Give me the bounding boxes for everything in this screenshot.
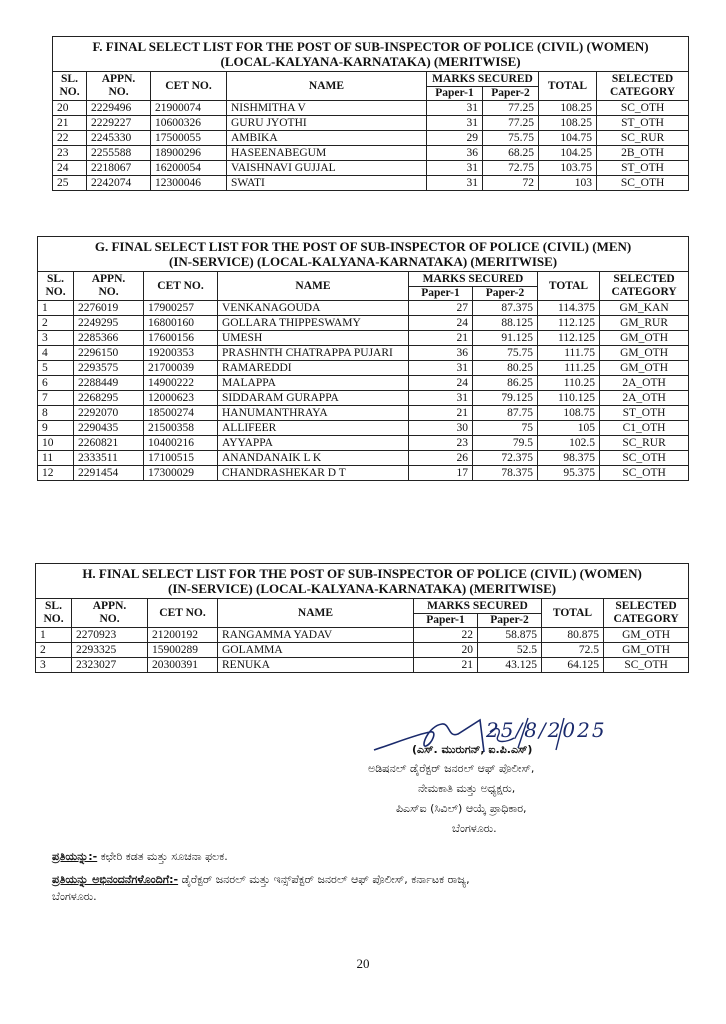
cell-total: 72.5 (542, 643, 604, 658)
cell-paper1: 29 (427, 131, 483, 146)
cell-appn: 2268295 (74, 391, 144, 406)
table-row (38, 331, 689, 346)
cell-paper1: 31 (427, 161, 483, 176)
cell-paper1: 31 (427, 101, 483, 116)
cell-name: VENKANAGOUDA (218, 301, 409, 316)
cell-name: AYYAPPA (218, 436, 409, 451)
cell-paper1: 36 (427, 146, 483, 161)
cell-total: 98.375 (538, 451, 600, 466)
cell-total: 104.25 (539, 146, 597, 161)
header-total: TOTAL (542, 599, 604, 628)
cell-name: RANGAMMA YADAV (218, 628, 414, 643)
cell-cet: 19200353 (144, 346, 218, 361)
cell-total: 102.5 (538, 436, 600, 451)
cell-sl: 22 (53, 131, 87, 146)
cell-appn: 2255588 (87, 146, 151, 161)
cell-sl: 21 (53, 116, 87, 131)
cell-appn: 2292070 (74, 406, 144, 421)
table-row (53, 146, 689, 161)
cell-sl: 11 (38, 451, 74, 466)
cell-paper1: 23 (409, 436, 473, 451)
header-category: SELECTED CATEGORY (597, 72, 689, 101)
header-cet: CET NO. (144, 272, 218, 301)
cell-cet: 12000623 (144, 391, 218, 406)
cell-cet: 21700039 (144, 361, 218, 376)
header-appn: APPN. NO. (74, 272, 144, 301)
cell-appn: 2333511 (74, 451, 144, 466)
cell-paper2: 72.75 (483, 161, 539, 176)
cell-paper1: 22 (414, 628, 478, 643)
cell-category: GM_OTH (600, 331, 689, 346)
header-sl: SL. NO. (36, 599, 72, 628)
cell-category: GM_OTH (600, 346, 689, 361)
cell-sl: 2 (36, 643, 72, 658)
table-row (38, 316, 689, 331)
cell-paper2: 43.125 (478, 658, 542, 673)
cell-total: 111.25 (538, 361, 600, 376)
cell-category: 2A_OTH (600, 376, 689, 391)
page-number: 20 (356, 956, 370, 971)
table-row (38, 451, 689, 466)
cell-paper1: 24 (409, 376, 473, 391)
cell-total: 110.125 (538, 391, 600, 406)
cell-appn: 2229227 (87, 116, 151, 131)
cell-category: ST_OTH (600, 406, 689, 421)
copy-label-2: ಪ್ರತಿಯನ್ನು ಅಭಿನಂದನೆಗಳೊಂದಿಗೆ:- (52, 873, 179, 886)
cell-paper2: 79.5 (473, 436, 538, 451)
cell-sl: 12 (38, 466, 74, 481)
cell-cet: 12300046 (151, 176, 227, 191)
cell-name: SIDDARAM GURAPPA (218, 391, 409, 406)
cell-sl: 1 (38, 301, 74, 316)
header-paper2: Paper-2 (478, 614, 542, 628)
table-title: F. FINAL SELECT LIST FOR THE POST OF SUB-INSPECTOR OF POLICE (CIVIL) (WOMEN) (LOCAL-KALYANA-KARNATAKA) (MERITWISE) (53, 37, 689, 72)
table-h (35, 563, 689, 673)
cell-total: 104.75 (539, 131, 597, 146)
copy-text-1: ಕಛೇರಿ ಕಡತ ಮತ್ತು ಸೂಚನಾ ಫಲಕ. (97, 850, 228, 863)
cell-name: SWATI (227, 176, 427, 191)
cell-name: AMBIKA (227, 131, 427, 146)
cell-cet: 15900289 (148, 643, 218, 658)
cell-paper2: 68.25 (483, 146, 539, 161)
header-cet: CET NO. (148, 599, 218, 628)
table-row (36, 658, 689, 673)
header-name: NAME (218, 599, 414, 628)
cell-appn: 2288449 (74, 376, 144, 391)
table-row (53, 161, 689, 176)
cell-paper2: 77.25 (483, 116, 539, 131)
cell-paper2: 72 (483, 176, 539, 191)
cell-paper1: 36 (409, 346, 473, 361)
cell-sl: 5 (38, 361, 74, 376)
cell-cet: 10600326 (151, 116, 227, 131)
cell-paper1: 20 (414, 643, 478, 658)
cell-category: SC_RUR (597, 131, 689, 146)
cell-sl: 24 (53, 161, 87, 176)
cell-sl: 23 (53, 146, 87, 161)
cell-paper2: 86.25 (473, 376, 538, 391)
table-row (36, 643, 689, 658)
signatory-designation: ಅಡಿಷನಲ್ ಡೈರೆಕ್ಟರ್ ಜನರಲ್ ಆಫ್ ಪೊಲೀಸ್, (368, 762, 535, 775)
cell-category: SC_OTH (597, 101, 689, 116)
header-category: SELECTED CATEGORY (604, 599, 689, 628)
copy-line-2b: ಬೆಂಗಳೂರು. (52, 890, 97, 903)
cell-total: 64.125 (542, 658, 604, 673)
cell-paper2: 58.875 (478, 628, 542, 643)
cell-cet: 18900296 (151, 146, 227, 161)
cell-cet: 17500055 (151, 131, 227, 146)
cell-total: 80.875 (542, 628, 604, 643)
cell-cet: 16200054 (151, 161, 227, 176)
cell-total: 114.375 (538, 301, 600, 316)
cell-paper2: 87.75 (473, 406, 538, 421)
cell-appn: 2270923 (72, 628, 148, 643)
copy-line-2 (52, 873, 692, 887)
cell-name: NISHMITHA V (227, 101, 427, 116)
cell-cet: 18500274 (144, 406, 218, 421)
cell-sl: 9 (38, 421, 74, 436)
cell-cet: 10400216 (144, 436, 218, 451)
cell-paper1: 31 (409, 391, 473, 406)
copy-label-1: ಪ್ರತಿಯನ್ನು:- (52, 850, 98, 863)
header-paper2: Paper-2 (483, 87, 539, 101)
header-marks: MARKS SECURED (409, 272, 538, 287)
cell-category: SC_OTH (600, 466, 689, 481)
table-row (38, 346, 689, 361)
table-row (38, 406, 689, 421)
cell-sl: 20 (53, 101, 87, 116)
header-total: TOTAL (539, 72, 597, 101)
cell-paper1: 21 (409, 331, 473, 346)
cell-appn: 2229496 (87, 101, 151, 116)
cell-paper1: 26 (409, 451, 473, 466)
table-row (38, 376, 689, 391)
cell-appn: 2249295 (74, 316, 144, 331)
header-paper2: Paper-2 (473, 287, 538, 301)
cell-category: GM_OTH (604, 628, 689, 643)
cell-appn: 2260821 (74, 436, 144, 451)
cell-name: GURU JYOTHI (227, 116, 427, 131)
cell-sl: 1 (36, 628, 72, 643)
cell-category: SC_RUR (600, 436, 689, 451)
header-category: SELECTED CATEGORY (600, 272, 689, 301)
header-name: NAME (218, 272, 409, 301)
cell-appn: 2285366 (74, 331, 144, 346)
cell-cet: 14900222 (144, 376, 218, 391)
cell-category: GM_KAN (600, 301, 689, 316)
cell-paper2: 75.75 (473, 346, 538, 361)
cell-cet: 17100515 (144, 451, 218, 466)
copy-text-2: ಡೈರೆಕ್ಟರ್ ಜನರಲ್ ಮತ್ತು ಇನ್ಸ್‌ಪೆಕ್ಟರ್ ಜನರಲ್ ಆಫ್ ಪೊಲೀಸ್, ಕರ್ನಾಟಕ ರಾಜ್ಯ, (178, 873, 470, 886)
cell-paper1: 21 (409, 406, 473, 421)
cell-paper2: 91.125 (473, 331, 538, 346)
cell-category: 2B_OTH (597, 146, 689, 161)
cell-category: GM_OTH (600, 361, 689, 376)
cell-category: ST_OTH (597, 116, 689, 131)
cell-sl: 10 (38, 436, 74, 451)
cell-name: RAMAREDDI (218, 361, 409, 376)
cell-sl: 4 (38, 346, 74, 361)
cell-category: SC_OTH (604, 658, 689, 673)
header-sl: SL. NO. (38, 272, 74, 301)
table-row (53, 116, 689, 131)
cell-cet: 17600156 (144, 331, 218, 346)
table-row (53, 131, 689, 146)
cell-sl: 7 (38, 391, 74, 406)
cell-category: GM_OTH (604, 643, 689, 658)
cell-paper2: 88.125 (473, 316, 538, 331)
cell-name: HANUMANTHRAYA (218, 406, 409, 421)
cell-paper2: 52.5 (478, 643, 542, 658)
cell-name: RENUKA (218, 658, 414, 673)
header-marks: MARKS SECURED (414, 599, 542, 614)
cell-total: 112.125 (538, 331, 600, 346)
cell-cet: 20300391 (148, 658, 218, 673)
cell-name: HASEENABEGUM (227, 146, 427, 161)
cell-name: UMESH (218, 331, 409, 346)
cell-total: 110.25 (538, 376, 600, 391)
cell-appn: 2290435 (74, 421, 144, 436)
header-paper1: Paper-1 (427, 87, 483, 101)
cell-name: ALLIFEER (218, 421, 409, 436)
table-title: H. FINAL SELECT LIST FOR THE POST OF SUB-INSPECTOR OF POLICE (CIVIL) (WOMEN) (IN-SERVICE) (LOCAL-KALYANA-KARNATAKA) (MERITWISE) (36, 564, 689, 599)
cell-name: PRASHNTH CHATRAPPA PUJARI (218, 346, 409, 361)
cell-appn: 2296150 (74, 346, 144, 361)
cell-paper1: 30 (409, 421, 473, 436)
cell-cet: 16800160 (144, 316, 218, 331)
header-marks: MARKS SECURED (427, 72, 539, 87)
signatory-authority: ಪಿಎಸ್‌ಐ (ಸಿವಿಲ್) ಆಯ್ಕೆ ಪ್ರಾಧಿಕಾರ, (396, 802, 527, 815)
table-row (38, 391, 689, 406)
cell-category: SC_OTH (600, 451, 689, 466)
cell-appn: 2242074 (87, 176, 151, 191)
cell-category: SC_OTH (597, 176, 689, 191)
cell-paper2: 79.125 (473, 391, 538, 406)
cell-appn: 2245330 (87, 131, 151, 146)
header-total: TOTAL (538, 272, 600, 301)
cell-paper1: 31 (427, 116, 483, 131)
cell-sl: 3 (38, 331, 74, 346)
cell-sl: 2 (38, 316, 74, 331)
cell-paper2: 75.75 (483, 131, 539, 146)
header-appn: APPN. NO. (87, 72, 151, 101)
cell-appn: 2218067 (87, 161, 151, 176)
signature-date: 25/8/2025 (486, 718, 607, 742)
cell-name: MALAPPA (218, 376, 409, 391)
cell-appn: 2323027 (72, 658, 148, 673)
signatory-department: ನೇಮಕಾತಿ ಮತ್ತು ಅಧ್ಯಕ್ಷರು, (418, 782, 516, 795)
cell-total: 111.75 (538, 346, 600, 361)
cell-paper1: 31 (427, 176, 483, 191)
table-row (36, 628, 689, 643)
cell-paper2: 75 (473, 421, 538, 436)
cell-paper2: 80.25 (473, 361, 538, 376)
header-paper1: Paper-1 (409, 287, 473, 301)
cell-paper1: 21 (414, 658, 478, 673)
cell-appn: 2276019 (74, 301, 144, 316)
cell-sl: 25 (53, 176, 87, 191)
cell-paper1: 27 (409, 301, 473, 316)
cell-name: GOLAMMA (218, 643, 414, 658)
cell-category: C1_OTH (600, 421, 689, 436)
cell-sl: 8 (38, 406, 74, 421)
cell-category: 2A_OTH (600, 391, 689, 406)
table-row (38, 301, 689, 316)
cell-appn: 2293325 (72, 643, 148, 658)
cell-paper2: 87.375 (473, 301, 538, 316)
cell-paper2: 78.375 (473, 466, 538, 481)
cell-total: 108.25 (539, 101, 597, 116)
cell-sl: 3 (36, 658, 72, 673)
table-row (53, 101, 689, 116)
cell-paper2: 77.25 (483, 101, 539, 116)
header-appn: APPN. NO. (72, 599, 148, 628)
cell-name: ANANDANAIK L K (218, 451, 409, 466)
table-row (53, 176, 689, 191)
cell-category: GM_RUR (600, 316, 689, 331)
cell-paper2: 72.375 (473, 451, 538, 466)
table-f (52, 36, 689, 191)
copy-line-1 (52, 850, 228, 864)
cell-cet: 17900257 (144, 301, 218, 316)
table-row (38, 436, 689, 451)
cell-sl: 6 (38, 376, 74, 391)
cell-cet: 21200192 (148, 628, 218, 643)
table-row (38, 466, 689, 481)
table-row (38, 421, 689, 436)
cell-paper1: 17 (409, 466, 473, 481)
cell-paper1: 24 (409, 316, 473, 331)
cell-total: 108.25 (539, 116, 597, 131)
cell-name: GOLLARA THIPPESWAMY (218, 316, 409, 331)
header-cet: CET NO. (151, 72, 227, 101)
cell-appn: 2293575 (74, 361, 144, 376)
cell-name: CHANDRASHEKAR D T (218, 466, 409, 481)
table-row (38, 361, 689, 376)
table-title: G. FINAL SELECT LIST FOR THE POST OF SUB-INSPECTOR OF POLICE (CIVIL) (MEN) (IN-SERVICE) (LOCAL-KALYANA-KARNATAKA) (MERITWISE) (38, 237, 689, 272)
header-name: NAME (227, 72, 427, 101)
cell-total: 95.375 (538, 466, 600, 481)
cell-total: 105 (538, 421, 600, 436)
cell-cet: 21900074 (151, 101, 227, 116)
signatory-name: (ಎಸ್. ಮುರುಗನ್, ಐ.ಪಿ.ಎಸ್) (412, 743, 533, 756)
cell-total: 103.75 (539, 161, 597, 176)
cell-appn: 2291454 (74, 466, 144, 481)
table-g (37, 236, 689, 481)
cell-cet: 21500358 (144, 421, 218, 436)
signatory-city: ಬೆಂಗಳೂರು. (452, 822, 497, 835)
header-sl: SL. NO. (53, 72, 87, 101)
cell-category: ST_OTH (597, 161, 689, 176)
cell-paper1: 31 (409, 361, 473, 376)
cell-total: 103 (539, 176, 597, 191)
cell-name: VAISHNAVI GUJJAL (227, 161, 427, 176)
cell-total: 112.125 (538, 316, 600, 331)
cell-total: 108.75 (538, 406, 600, 421)
header-paper1: Paper-1 (414, 614, 478, 628)
cell-cet: 17300029 (144, 466, 218, 481)
